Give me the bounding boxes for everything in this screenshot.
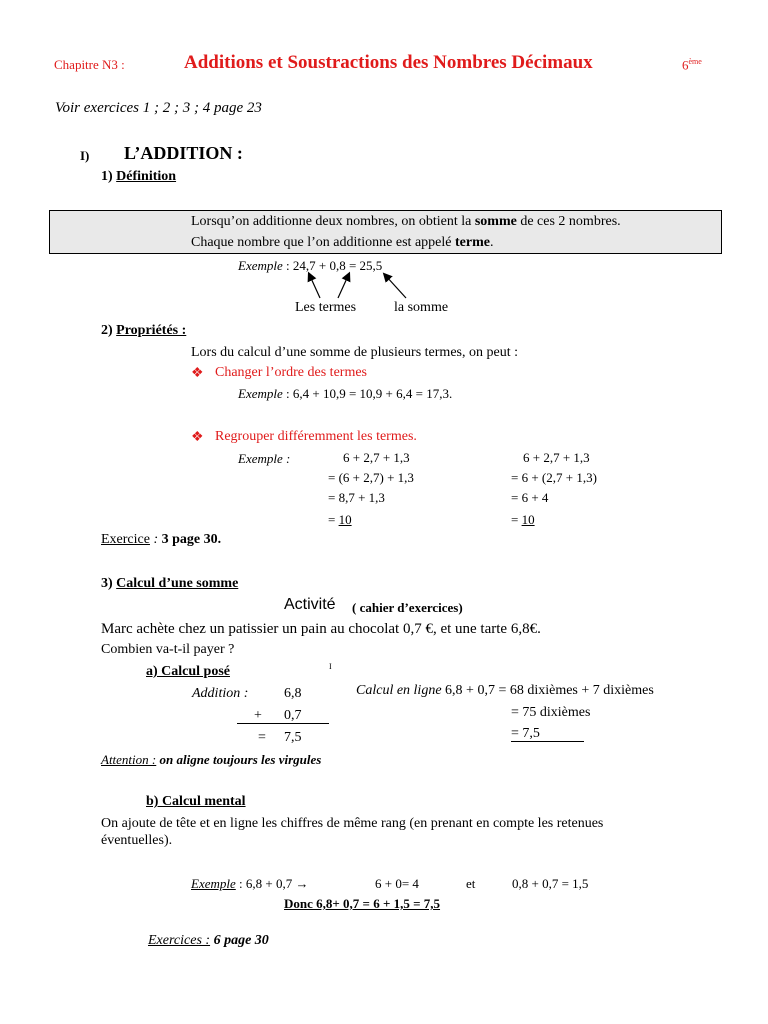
mental-conclusion: Donc 6,8+ 0,7 = 6 + 1,5 = 7,5 [284,896,441,911]
addend-2: 0,7 [284,708,302,723]
addition-label: Addition : [192,686,249,701]
left-calc-line-1: 6 + 2,7 + 1,3 [343,450,410,465]
problem-line-1: Marc achète chez un patissier un pain au chocolat 0,7 €, et une tarte 6,8€. [101,621,541,637]
exercises-reference: Exercices : 6 page 30 [148,933,269,948]
chapter-label: Chapitre N3 : [54,57,125,72]
definition-line-2: Chaque nombre que l’on additionne est appelé terme. [191,235,494,250]
calcul-heading: 3) Calcul d’une somme [101,576,239,591]
plus-sign: + [254,708,262,723]
bullet-icon: ❖ [191,430,204,445]
calcul-pose-heading: a) Calcul posé [146,664,230,679]
arrow-term-1 [310,276,320,298]
property-1: Changer l’ordre des termes [215,365,367,380]
calcul-en-ligne-1: Calcul en ligne 6,8 + 0,7 = 68 dixièmes + 7 dixièmes [356,683,654,698]
activity-subtitle: ( cahier d’exercices) [352,600,463,615]
grade-label: 6ème [682,57,702,73]
property-2-example-label: Exemple : [238,451,291,466]
mental-decimals: 0,8 + 0,7 = 1,5 [512,876,589,891]
left-calc-line-2: = (6 + 2,7) + 1,3 [328,470,414,485]
properties-intro: Lors du calcul d’une somme de plusieurs termes, on peut : [191,345,518,360]
exercise-reference: Exercice : 3 page 30. [101,532,222,547]
property-2: Regrouper différemment les termes. [215,429,417,444]
bullet-icon: ❖ [191,366,204,381]
margin-mark: I [329,662,332,671]
addend-1: 6,8 [284,686,302,701]
right-calc-line-3: = 6 + 4 [511,490,549,505]
arrows-diagram [300,270,420,302]
label-la-somme: la somme [394,300,449,315]
mental-units: 6 + 0= 4 [375,876,419,891]
attention-note: Attention : on aligne toujours les virgules [101,752,322,767]
right-calc-line-1: 6 + 2,7 + 1,3 [523,450,590,465]
sum-rule [237,723,329,724]
properties-heading: 2) Propriétés : [101,323,187,338]
problem-line-2: Combien va-t-il payer ? [101,642,235,657]
right-calc-line-2: = 6 + (2,7 + 1,3) [511,470,597,485]
calcul-mental-heading: b) Calcul mental [146,794,246,809]
activity-title: Activité [284,596,336,613]
mental-text-2: éventuelles). [101,833,173,848]
equals-sign: = [258,730,266,745]
subsection-heading: 1) Définition [101,169,177,184]
mental-et: et [466,876,476,891]
sum-result: 7,5 [284,730,302,745]
mental-text-1: On ajoute de tête et en ligne les chiffres de même rang (en prenant en compte les retenues [101,816,604,831]
calcul-en-ligne-underline [511,741,584,742]
example-addition: Exemple : 24,7 + 0,8 = 25,5 [238,258,383,273]
definition-line-1: Lorsqu’on additionne deux nombres, on obtient la somme de ces 2 nombres. [191,214,621,229]
right-calc-line-4: = 10 [511,512,535,527]
left-calc-line-4: = 10 [328,512,352,527]
voir-exercices: Voir exercices 1 ; 2 ; 3 ; 4 page 23 [55,100,262,116]
left-calc-line-3: = 8,7 + 1,3 [328,490,385,505]
calcul-en-ligne-2: = 75 dixièmes [511,705,591,720]
section-number: I) [80,148,90,163]
section-title: L’ADDITION : [124,143,243,163]
page-title: Additions et Soustractions des Nombres Décimaux [184,52,593,73]
arrow-sum [386,276,406,298]
label-les-termes: Les termes [295,300,357,315]
arrow-term-2 [338,276,348,298]
calcul-en-ligne-3: = 7,5 [511,726,540,741]
mental-example: Exemple : 6,8 + 0,7 → [191,876,309,891]
property-1-example: Exemple : 6,4 + 10,9 = 10,9 + 6,4 = 17,3. [238,386,453,401]
